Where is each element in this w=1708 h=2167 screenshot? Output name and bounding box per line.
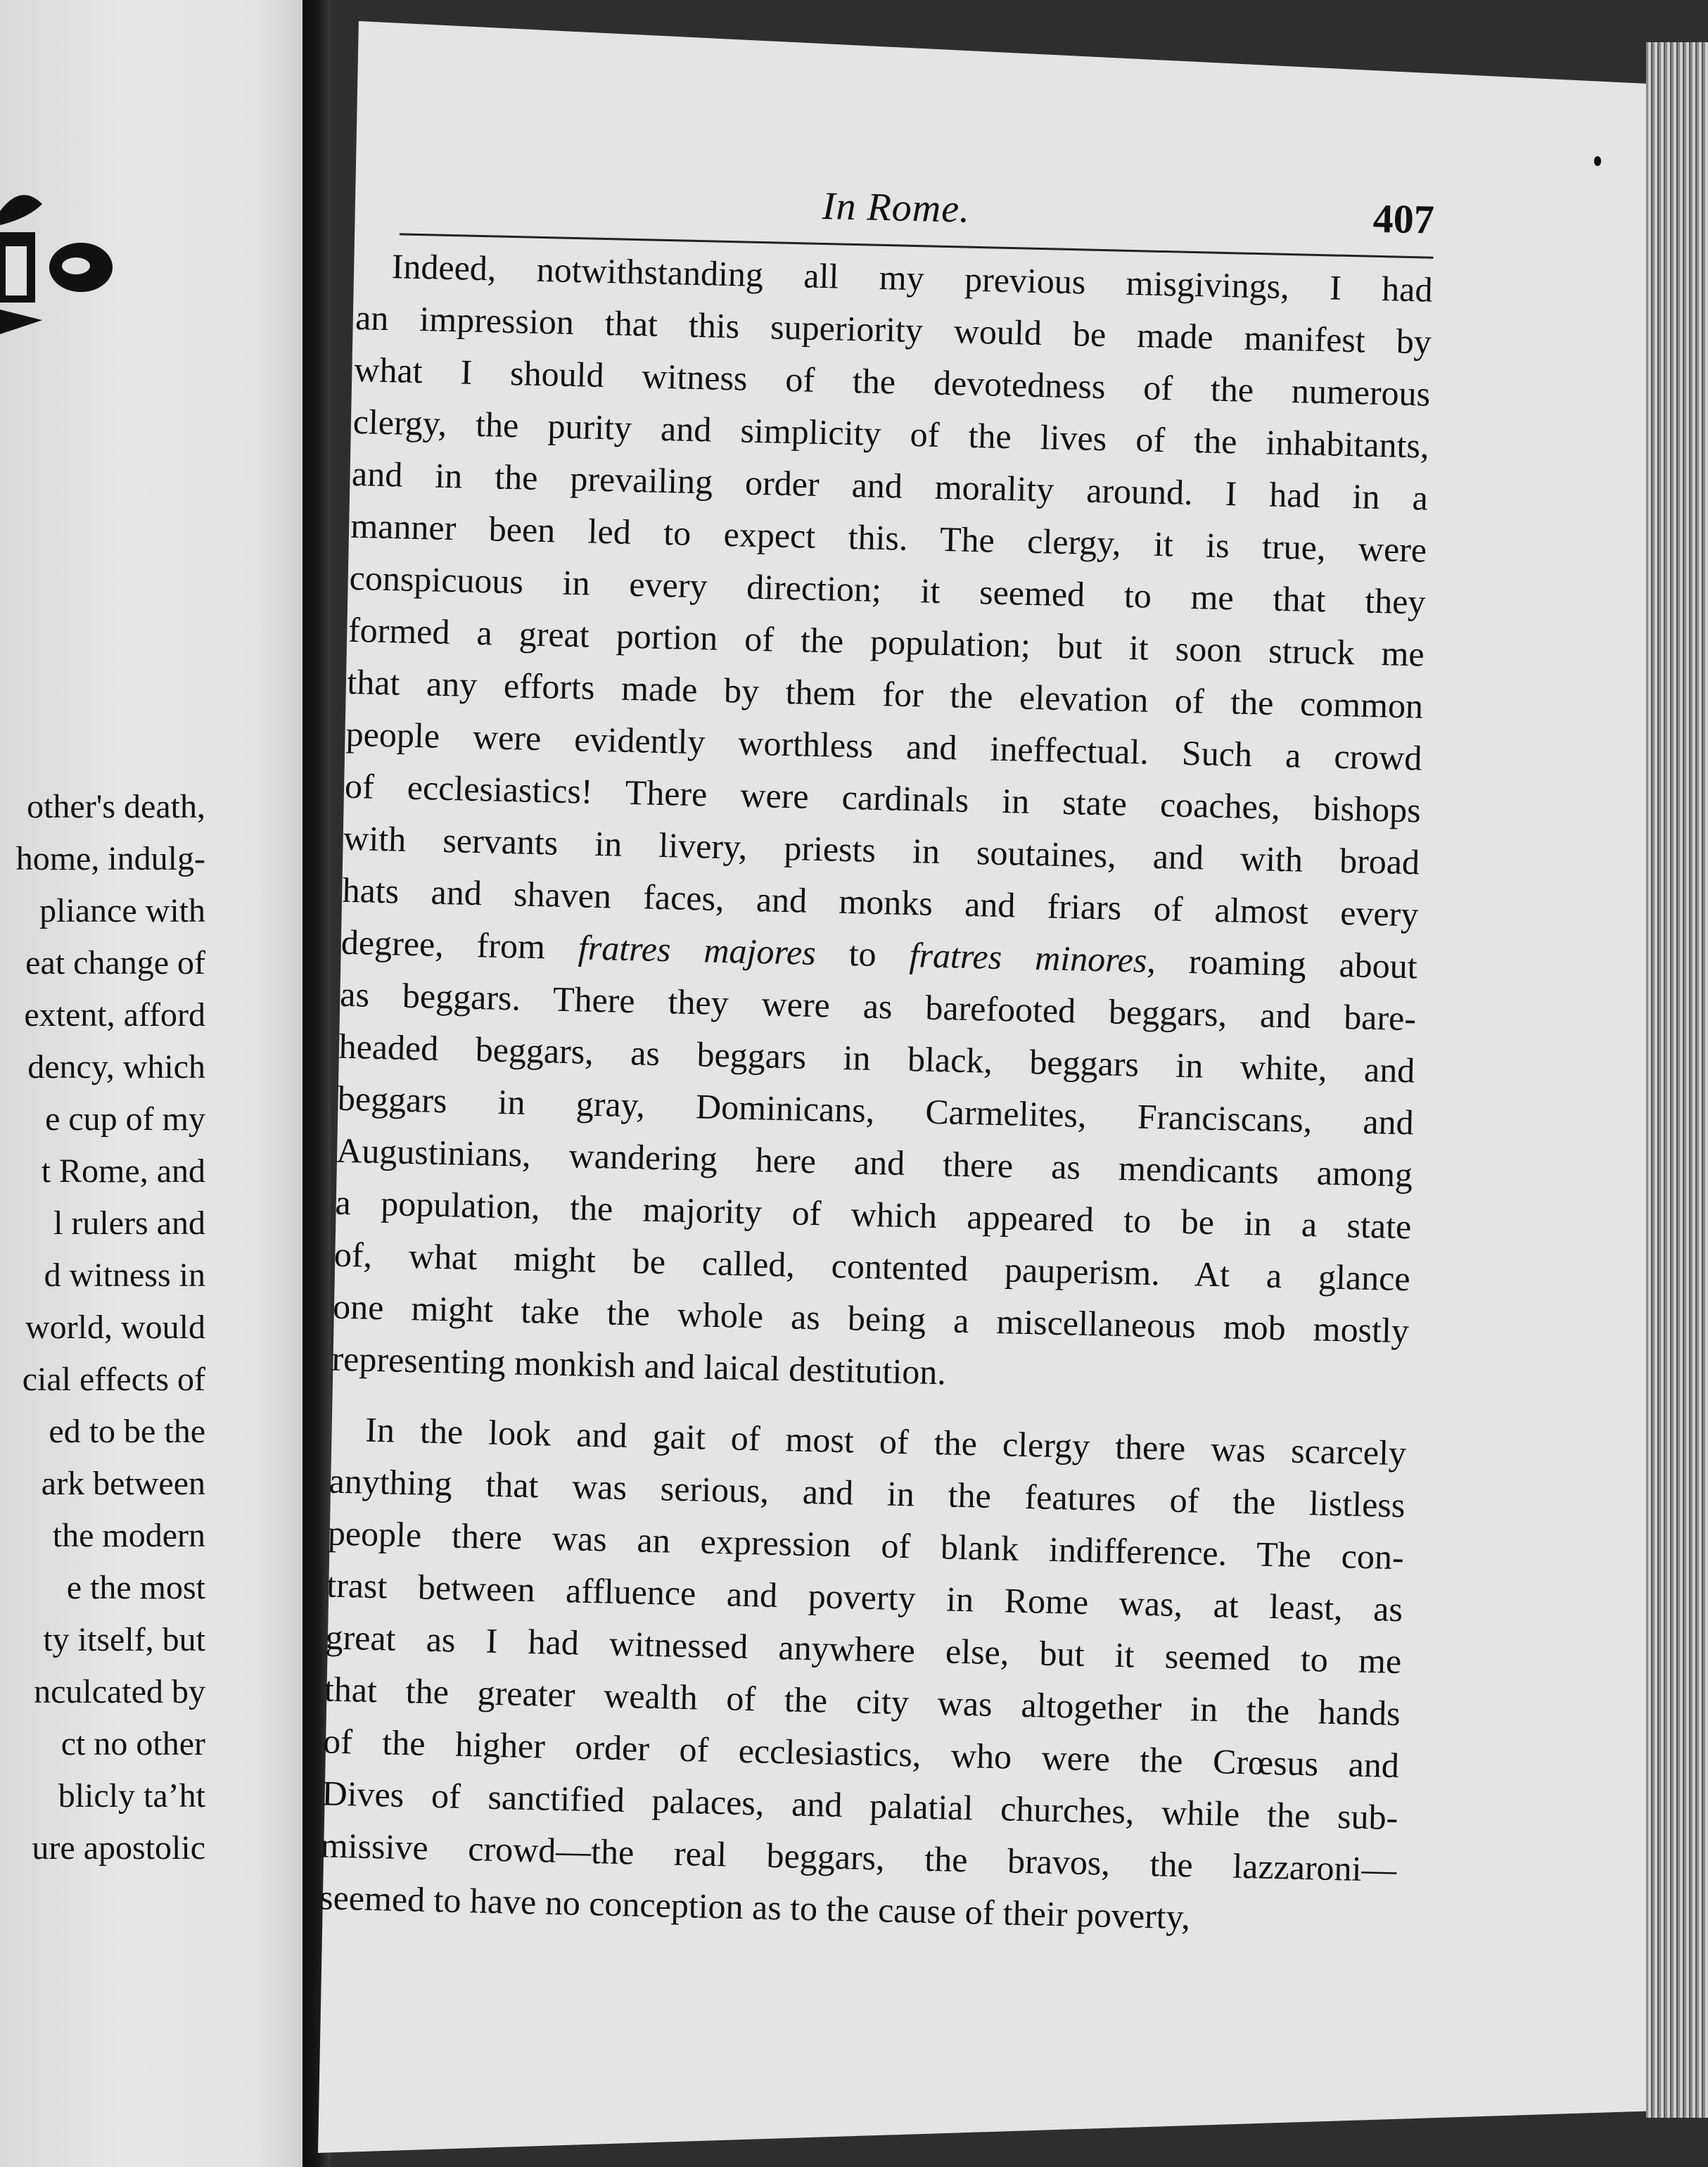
italic-phrase: fratres minores [909, 935, 1148, 980]
left-page-line: home, indulg- [15, 840, 205, 877]
text-line: conspicuous in every direction; it seemed to me that they [349, 557, 1427, 622]
text-line: of the higher order of ecclesiastics, who were the Crœsus and [322, 1721, 1400, 1786]
left-page-line: the modern [52, 1517, 205, 1554]
text-line: of ecclesiastics! There were cardinals in state coaches, bishops [344, 765, 1422, 830]
left-page-line: cial effects of [22, 1361, 205, 1398]
text-line: seemed to have no conception as to the cause of their poverty, [319, 1877, 1191, 1937]
text-line: trast between affluence and poverty in Rome was, at least, as [326, 1565, 1403, 1629]
left-page-line: extent, afford [24, 996, 205, 1034]
left-page-line: nculcated by [34, 1673, 205, 1710]
left-page-line: l rulers and [53, 1205, 205, 1242]
left-page-line: blicly taʼht [58, 1777, 205, 1815]
paragraph [319, 1403, 1406, 1948]
text-line: manner been led to expect this. The clergy, it is true, were [350, 505, 1427, 570]
text-line: and in the prevailing order and morality around. I had in a [351, 453, 1429, 518]
running-head-title: In Rome. [822, 184, 971, 231]
page-text-block [319, 169, 1434, 1947]
text-line: as beggars. There they were as barefooted beggars, and bare- [339, 974, 1417, 1038]
text-line: people there was an expression of blank indifference. The con- [327, 1513, 1405, 1577]
text-line: anything that was serious, and in the features of the listless [329, 1461, 1406, 1525]
text-span: degree, from [340, 922, 579, 967]
page-edges [1646, 42, 1708, 2118]
italic-phrase: fratres majores [578, 927, 817, 973]
body-text [319, 239, 1433, 1947]
text-line: beggars in gray, Dominicans, Carmelites, Franciscans, and [337, 1078, 1415, 1143]
left-page-line: ed to be the [49, 1413, 205, 1450]
left-page-line: ure apostolic [32, 1829, 205, 1867]
text-line: In the look and gait of most of the clergy there was scarcely [364, 1409, 1407, 1473]
text-line: Indeed, notwithstanding all my previous misgivings, I had [391, 246, 1434, 310]
left-page-line: ct no other [60, 1725, 205, 1762]
left-page-line: ty itself, but [43, 1621, 205, 1658]
text-line: formed a great portion of the population; but it soon struck me [348, 609, 1425, 674]
left-page-line: other's death, [27, 788, 205, 825]
text-line: with servants in livery, priests in soutaines, and with broad [343, 818, 1420, 882]
text-line: that the greater wealth of the city was altogether in the hands [324, 1669, 1401, 1734]
left-page-line: e cup of my [45, 1100, 205, 1138]
left-page-line: e the most [66, 1569, 205, 1606]
text-line: Augustinians, wandering here and there as mendicants among [336, 1130, 1413, 1195]
text-line: that any efforts made by them for the elevation of the common [346, 661, 1424, 726]
left-page-line: ark between [41, 1465, 205, 1502]
text-line: missive crowd—the real beggars, the bravos, the lazzaroni— [320, 1825, 1398, 1890]
text-line: hats and shaven faces, and monks and friars of almost every [342, 870, 1419, 934]
text-line: what I should witness of the devotedness of the numerous [353, 349, 1431, 414]
left-page-line: world, would [25, 1309, 205, 1346]
ink-speck [1594, 156, 1601, 166]
text-span: to [815, 933, 910, 975]
text-span: , roaming about [1146, 940, 1418, 986]
left-page [0, 0, 302, 2167]
text-line: a population, the majority of which appeared to be in a state [335, 1182, 1412, 1247]
page-number: 407 [1372, 195, 1435, 243]
left-page-line: pliance with [39, 892, 205, 929]
text-line: clergy, the purity and simplicity of the lives of the inhabitants, [352, 401, 1430, 466]
text-line: representing monkish and laical destitution. [331, 1338, 947, 1392]
text-line: one might take the whole as being a miscellaneous mob mostly [332, 1286, 1410, 1351]
text-line: great as I had witnessed anywhere else, but it seemed to me [325, 1617, 1402, 1682]
decorative-ornament-icon [0, 169, 120, 345]
left-page-line: t Rome, and [41, 1152, 205, 1190]
left-page-line: eat change of [25, 944, 205, 981]
text-line: of, what might be called, contented pauperism. At a glance [333, 1234, 1411, 1299]
left-page-line: dency, which [27, 1048, 205, 1086]
left-page-line: d witness in [44, 1257, 205, 1294]
text-line: headed beggars, as beggars in black, beggars in white, and [338, 1026, 1415, 1091]
paragraph [331, 239, 1434, 1409]
text-line: people were evidently worthless and ineffectual. Such a crowd [345, 713, 1423, 778]
text-line: an impression that this superiority would be made manifest by [355, 297, 1432, 362]
text-line: Dives of sanctified palaces, and palatial churches, while the sub- [321, 1773, 1398, 1838]
